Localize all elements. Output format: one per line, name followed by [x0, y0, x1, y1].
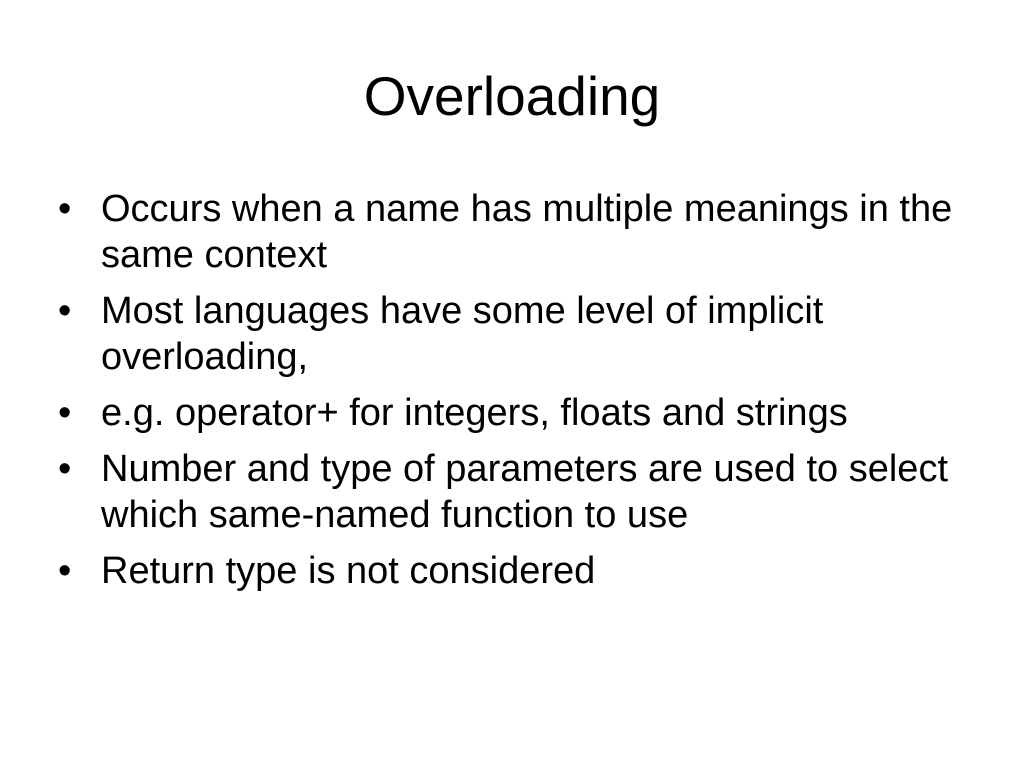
- bullet-marker: •: [58, 550, 72, 592]
- bullet-text: e.g. operator+ for integers, floats and strings: [101, 392, 848, 434]
- bullet-item: [58, 390, 958, 436]
- bullet-text: Number and type of parameters are used to select which same-named function to use: [101, 448, 949, 536]
- bullet-text: Most languages have some level of implicit overloading,: [101, 290, 824, 378]
- bullet-item: [58, 186, 958, 278]
- bullet-marker: •: [58, 188, 72, 230]
- bullet-item: [58, 288, 958, 380]
- bullet-marker: •: [58, 392, 72, 434]
- bullet-text: Occurs when a name has multiple meanings in the same context: [101, 188, 953, 276]
- slide-title: Overloading: [363, 65, 661, 127]
- bullet-list: [58, 186, 958, 604]
- bullet-marker: •: [58, 290, 72, 332]
- bullet-text: Return type is not considered: [101, 550, 596, 592]
- bullet-item: [58, 446, 958, 538]
- bullet-marker: •: [58, 448, 72, 490]
- bullet-item: [58, 548, 958, 594]
